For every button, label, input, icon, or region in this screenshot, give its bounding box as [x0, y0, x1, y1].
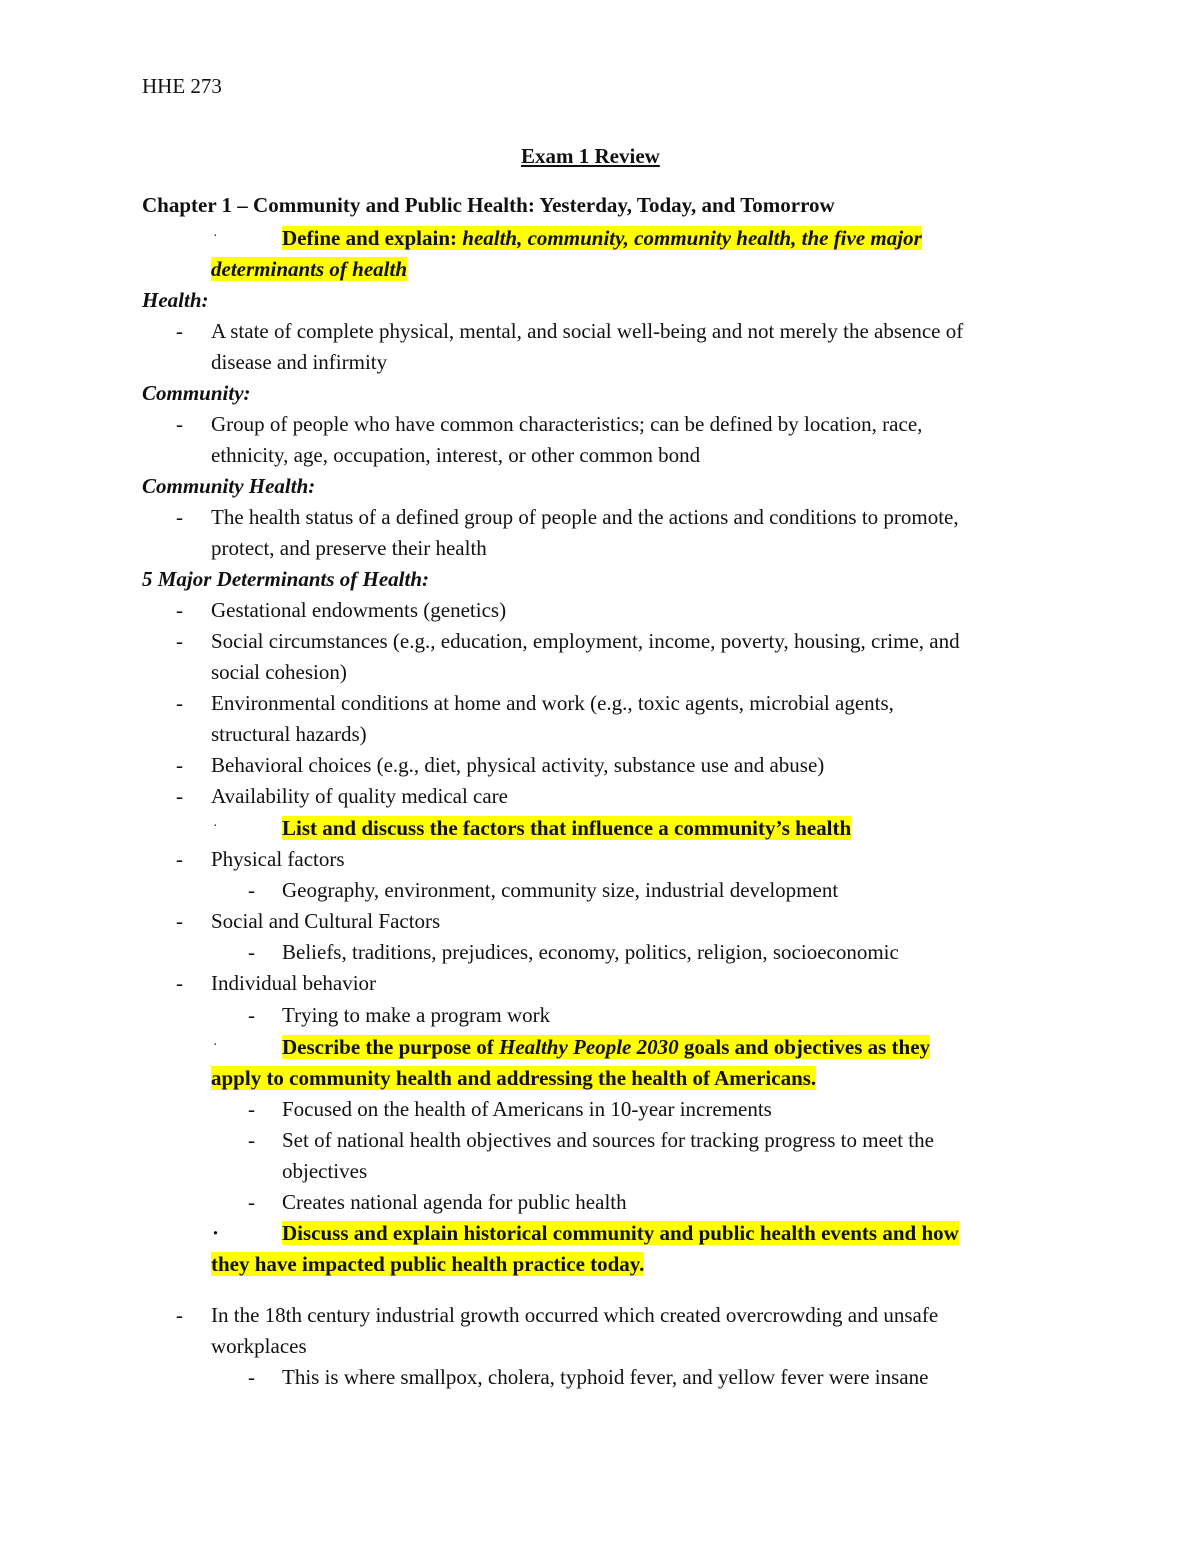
objective-hp-suffix: goals and objectives as they	[678, 1035, 931, 1059]
course-code: HHE 273	[142, 74, 222, 98]
objective-bullet: ·	[212, 1221, 220, 1245]
objective-history-line2	[211, 1249, 644, 1280]
objective-history	[282, 1218, 959, 1249]
history-item: In the 18th century industrial growth occurred which created overcrowding and unsafe	[211, 1303, 939, 1327]
objective-define	[282, 223, 922, 254]
list-dash: -	[176, 1303, 183, 1327]
list-dash: -	[176, 598, 183, 622]
determinants-label: 5 Major Determinants of Health:	[142, 567, 430, 591]
hp-point: Creates national agenda for public health	[282, 1190, 627, 1214]
community-label: Community:	[142, 381, 251, 405]
objective-define-terms-cont: determinants of health	[211, 257, 408, 281]
list-dash: -	[248, 1190, 255, 1214]
community-health-definition-cont: protect, and preserve their health	[211, 536, 487, 560]
objective-history-cont: they have impacted public health practice today.	[211, 1252, 645, 1276]
list-dash: -	[176, 691, 183, 715]
list-dash: -	[176, 412, 183, 436]
list-dash: -	[176, 629, 183, 653]
hp-point-cont: objectives	[282, 1159, 368, 1183]
list-dash: -	[176, 319, 183, 343]
objective-define-line2	[211, 254, 407, 285]
history-subitem: This is where smallpox, cholera, typhoid fever, and yellow fever were insane	[282, 1365, 929, 1389]
determinant-item: Availability of quality medical care	[211, 784, 508, 808]
objective-hp-cont: apply to community health and addressing the health of Americans.	[211, 1066, 817, 1090]
objective-factors-text: List and discuss the factors that influence a community’s health	[282, 816, 852, 840]
list-dash: -	[176, 909, 183, 933]
health-definition: A state of complete physical, mental, and social well-being and not merely the absence of	[211, 319, 964, 343]
objective-healthy-people-line2	[211, 1063, 816, 1094]
factor-item: Social and Cultural Factors	[211, 909, 441, 933]
community-definition: Group of people who have common characteristics; can be defined by location, race,	[211, 412, 923, 436]
objective-define-prefix: Define and explain:	[282, 226, 463, 250]
chapter-heading: Chapter 1 – Community and Public Health: Yesterday, Today, and Tomorrow	[142, 193, 835, 217]
objective-healthy-people	[282, 1032, 930, 1063]
list-dash: -	[176, 784, 183, 808]
determinant-item: Social circumstances (e.g., education, employment, income, poverty, housing, crime, and	[211, 629, 960, 653]
determinant-item: Environmental conditions at home and work (e.g., toxic agents, microbial agents,	[211, 691, 894, 715]
list-dash: -	[248, 1128, 255, 1152]
list-dash: -	[248, 878, 255, 902]
community-health-definition: The health status of a defined group of people and the actions and conditions to promote,	[211, 505, 959, 529]
list-dash: -	[176, 753, 183, 777]
list-dash: -	[176, 971, 183, 995]
objective-bullet: ·	[213, 1038, 218, 1053]
hp-point: Set of national health objectives and sources for tracking progress to meet the	[282, 1128, 934, 1152]
factor-subitem: Geography, environment, community size, industrial development	[282, 878, 839, 902]
objective-hp-prefix: Describe the purpose of	[282, 1035, 499, 1059]
objective-bullet: ·	[213, 229, 218, 244]
community-definition-cont: ethnicity, age, occupation, interest, or other common bond	[211, 443, 701, 467]
community-health-label: Community Health:	[142, 474, 316, 498]
factor-item: Physical factors	[211, 847, 345, 871]
determinant-item: Gestational endowments (genetics)	[211, 598, 507, 622]
hp-point: Focused on the health of Americans in 10-year increments	[282, 1097, 772, 1121]
factor-subitem: Beliefs, traditions, prejudices, economy, politics, religion, socioeconomic	[282, 940, 899, 964]
objective-define-terms: health, community, community health, the five major	[462, 226, 922, 250]
determinant-item: Behavioral choices (e.g., diet, physical activity, substance use and abuse)	[211, 753, 825, 777]
history-item-cont: workplaces	[211, 1334, 307, 1358]
list-dash: -	[248, 1003, 255, 1027]
objective-hp-name: Healthy People 2030	[498, 1035, 679, 1059]
page-title: Exam 1 Review	[521, 144, 660, 168]
objective-bullet: ·	[213, 819, 218, 834]
factor-item: Individual behavior	[211, 971, 377, 995]
list-dash: -	[248, 1365, 255, 1389]
objective-history-text: Discuss and explain historical community and public health events and how	[282, 1221, 959, 1245]
determinant-item-cont: social cohesion)	[211, 660, 347, 684]
health-definition-cont: disease and infirmity	[211, 350, 388, 374]
list-dash: -	[176, 505, 183, 529]
list-dash: -	[248, 940, 255, 964]
health-label: Health:	[142, 288, 209, 312]
list-dash: -	[176, 847, 183, 871]
list-dash: -	[248, 1097, 255, 1121]
determinant-item-cont: structural hazards)	[211, 722, 367, 746]
objective-factors	[282, 813, 851, 844]
factor-subitem: Trying to make a program work	[282, 1003, 551, 1027]
